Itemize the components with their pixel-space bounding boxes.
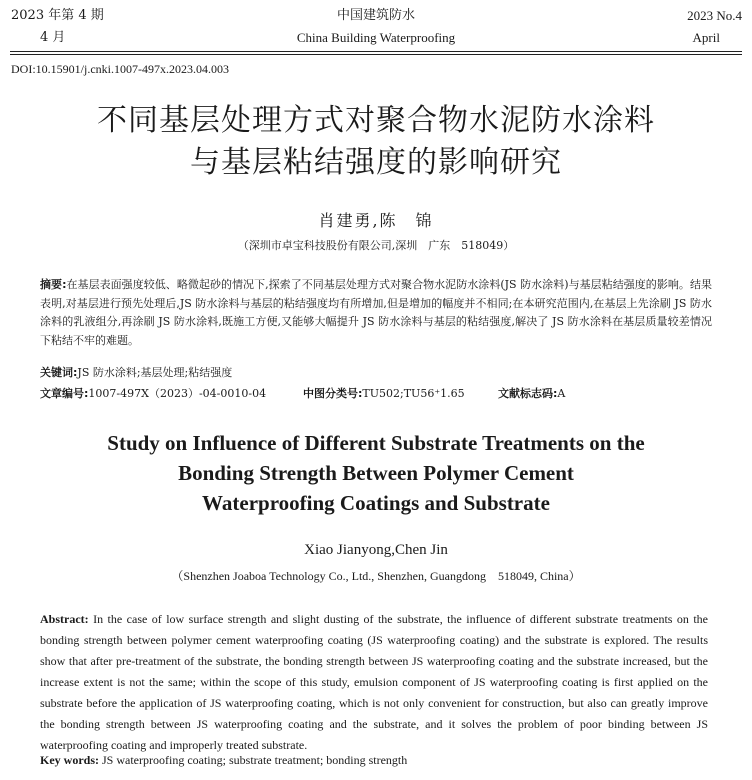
- authors-en: Xiao Jianyong,Chen Jin: [304, 542, 448, 558]
- keywords-cn-label: 关键词:: [40, 366, 78, 379]
- document-code-label: 文献标志码:: [498, 387, 558, 400]
- keywords-cn-text: JS 防水涂料;基层处理;粘结强度: [77, 366, 233, 379]
- abstract-cn-label: 摘要:: [40, 278, 67, 291]
- month-en: April: [692, 30, 720, 45]
- title-en-line-3: Waterproofing Coatings and Substrate: [202, 491, 550, 515]
- header-rule-bottom: [10, 54, 742, 55]
- authors-cn: 肖建勇,陈 锦: [318, 211, 434, 230]
- issue-en: 2023 No.4: [687, 8, 742, 23]
- keywords-en-label: Key words:: [40, 753, 99, 767]
- doi: DOI:10.15901/j.cnki.1007-497x.2023.04.003: [11, 62, 229, 76]
- journal-name-cn: 中国建筑防水: [336, 8, 415, 23]
- clc-number-label: 中图分类号:: [303, 387, 363, 400]
- issue-cn: 2023 年第 4 期: [11, 8, 104, 23]
- affiliation-en: （Shenzhen Joaboa Technology Co., Ltd., Shenzhen, Guangdong 518049, China）: [171, 569, 581, 583]
- title-cn-line-2: 与基层粘结强度的影响研究: [190, 145, 562, 180]
- document-code: [498, 385, 565, 401]
- title-en-line-1: Study on Influence of Different Substrate Treatments on the: [107, 431, 645, 455]
- header-rule-top: [10, 51, 742, 52]
- title-cn-line-1: 不同基层处理方式对聚合物水泥防水涂料: [97, 103, 655, 138]
- abstract-en: [40, 609, 708, 756]
- abstract-en-label: Abstract:: [40, 612, 89, 626]
- document-code-value: A: [557, 387, 566, 400]
- clc-number: [303, 385, 465, 401]
- title-en-line-2: Bonding Strength Between Polymer Cement: [178, 461, 574, 485]
- keywords-en-text: JS waterproofing coating; substrate treatment; bonding strength: [102, 753, 408, 767]
- abstract-cn: [40, 276, 712, 350]
- abstract-en-text: In the case of low surface strength and slight dusting of the substrate, the influence of different substrate treatments on the bonding strength between polymer cement waterproofing coating (JS waterproofing coating) and the substrate is explored. The results show that after pre-treatment of the substrate, the bonding strength between JS waterproofing coating and the substrate increased, but the increase extent is not the same; within the scope of this study, emulsion component of JS waterproofing coating is first applied on the substrate before the application of JS waterproofing coating, which is not only convenient for construction, but also can greatly improve the bonding strength between JS waterproofing coating and the substrate, and it solves the problem of poor binding between JS waterproofing coating and improperly treated substrate.: [40, 612, 709, 752]
- article-number: [40, 385, 266, 401]
- keywords-en: [40, 753, 407, 768]
- journal-name-en: China Building Waterproofing: [296, 30, 456, 45]
- clc-number-value: TU502;TU56⁺1.65: [362, 387, 465, 400]
- keywords-cn: [40, 364, 232, 380]
- month-cn: 4 月: [40, 30, 66, 45]
- article-number-value: 1007-497X（2023）-04-0010-04: [88, 387, 267, 400]
- article-number-label: 文章编号:: [40, 387, 89, 400]
- affiliation-cn: （深圳市卓宝科技股份有限公司,深圳 广东 518049）: [237, 239, 515, 252]
- abstract-cn-text: 在基层表面强度较低、略微起砂的情况下,探索了不同基层处理方式对聚合物水泥防水涂料(JS 防水涂料)与基层粘结强度的影响。结果表明,对基层进行预先处理后,JS 防水涂料与基层的粘结强度均有所增加,但是增加的幅度并不相同;在本研究范围内,在基层上先涂刷 JS 防水涂料的乳液组分,再涂刷 JS 防水涂料,既施工方便,又能够大幅提升 JS 防水涂料与基层的粘结强度,解决了 JS 防水涂料在基层质量较差情况下粘结不牢的难题。: [40, 278, 712, 347]
